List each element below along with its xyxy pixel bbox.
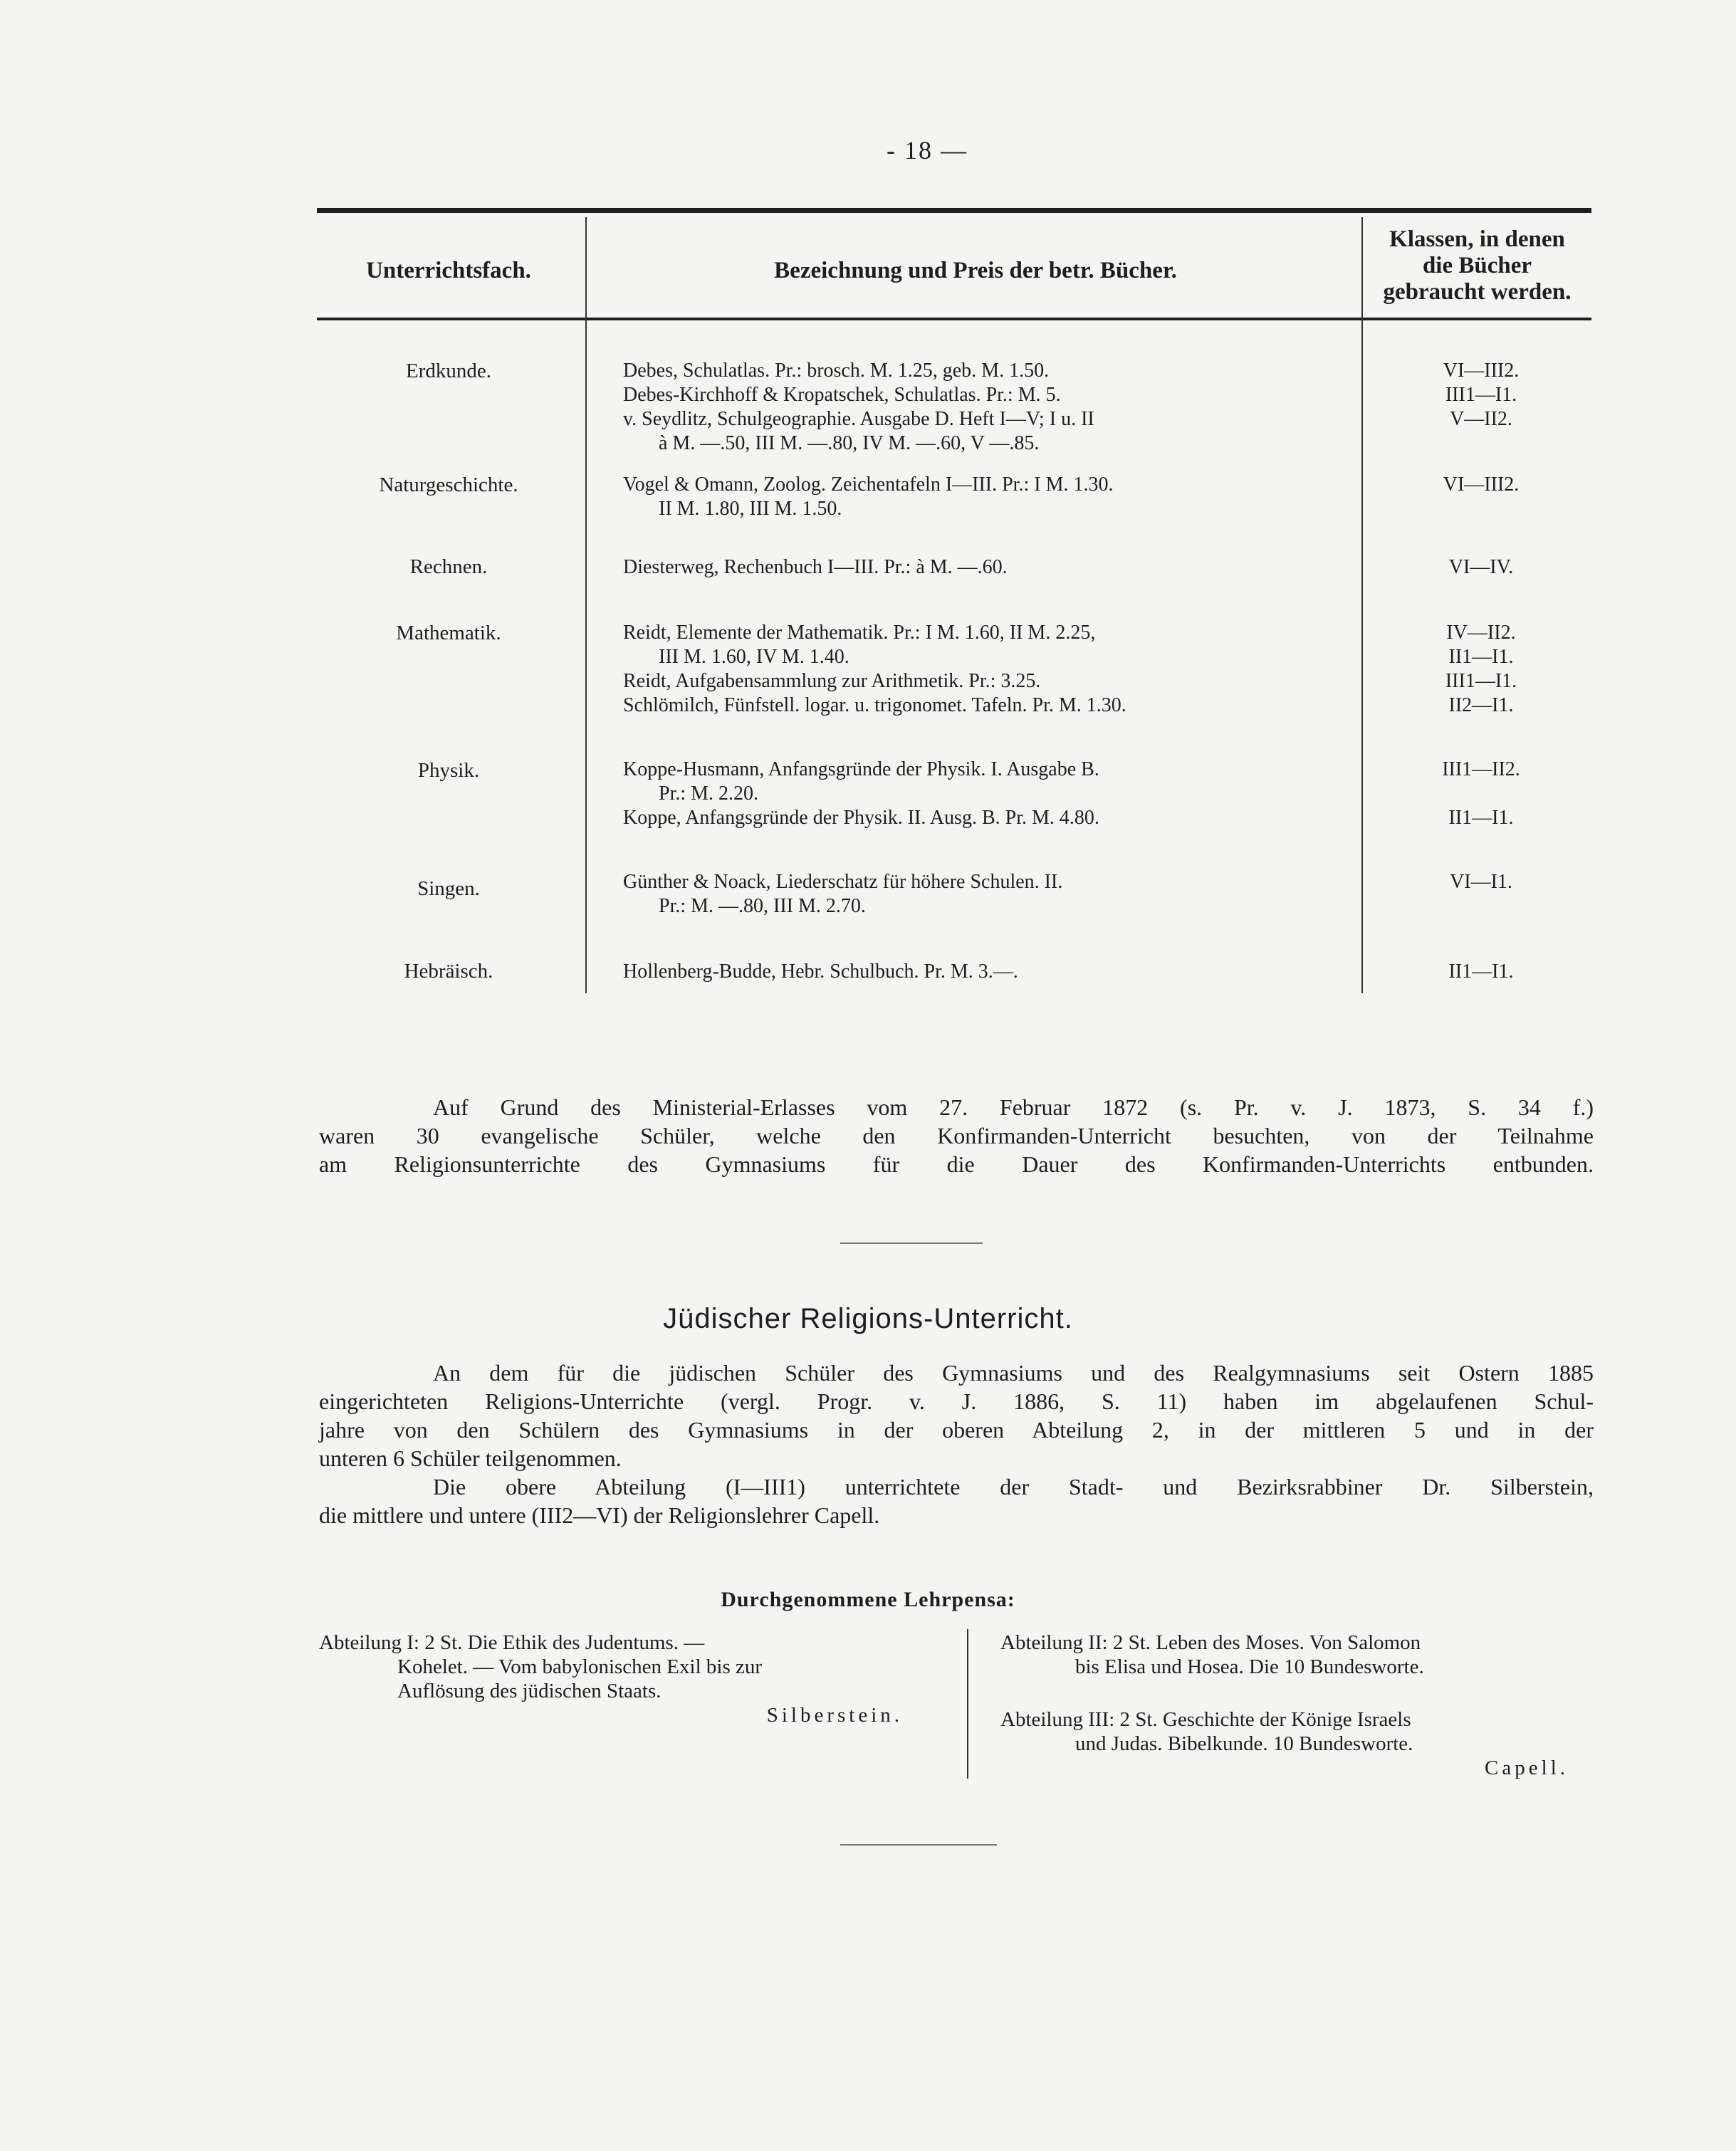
- row-subject: Hebräisch.: [404, 960, 493, 983]
- row-subject: Rechnen.: [409, 555, 488, 578]
- row-books: Vogel & Omann, Zoolog. Zeichentafeln I—III. Pr.: I M. 1.30. II M. 1.80, III M. 1.50.: [623, 473, 1114, 520]
- row-classes: VI—III2. III1—I1. V—II2.: [1443, 360, 1520, 430]
- row-books: Günther & Noack, Liederschatz für höhere Schulen. II. Pr.: M. —.80, III M. 2.70.: [623, 871, 1063, 917]
- lehrpensa-title: Durchgenommene Lehrpensa:: [721, 1588, 1015, 1611]
- row-books: Reidt, Elemente der Mathematik. Pr.: I M. 1.60, II M. 2.25, III M. 1.60, IV M. 1.40. Reidt, Aufgabensammlung zur Arithmetik. Pr.: 3.25. Schlömilch, Fünfstell. logar. u. trigonomet. Tafeln. Pr. M. 1.30.: [623, 622, 1126, 716]
- row-books: Diesterweg, Rechenbuch I—III. Pr.: à M. —.60.: [623, 556, 1008, 578]
- separator-line: [840, 1242, 983, 1244]
- row-subject: Naturgeschichte.: [379, 473, 518, 496]
- bottom-separator: [840, 1844, 997, 1846]
- jewish-paragraph-1: An dem für die jüdischen Schüler des Gymnasiums und des Realgymnasiums seit Ostern 1885 eingerichteten Religions-Unterrichte (vergl. Progr. v. J. 1886, S. 11) haben im abgelaufenen Schul- jahre von den Schülern des Gymnasiums in der oberen Abteilung 2, in der mittleren 5 und in der unteren 6 Schüler teilgenommen.: [319, 1360, 1594, 1471]
- row-classes: III1—II2. II1—I1.: [1442, 758, 1520, 829]
- row-books: Debes, Schulatlas. Pr.: brosch. M. 1.25, geb. M. 1.50. Debes-Kirchhoff & Kropatschek, Schulatlas. Pr.: M. 5. v. Seydlitz, Schulgeographie. Ausgabe D. Heft I—V; I u. II à M. —.50, III M. —.80, IV M. —.60, V —.85.: [623, 360, 1094, 454]
- header-classes: Klassen, in denen die Bücher gebraucht werden.: [1383, 226, 1572, 305]
- row-subject: Erdkunde.: [406, 360, 491, 382]
- column-divider-2: [1361, 217, 1363, 993]
- row-classes: VI—IV.: [1448, 556, 1514, 578]
- jewish-paragraph-2: Die obere Abteilung (I—III1) unterrichtete der Stadt- und Bezirksrabbiner Dr. Silberstein, die mittlere und untere (III2—VI) der Religionslehrer Capell.: [319, 1474, 1594, 1528]
- lehrpensa-left-column: Abteilung I: 2 St. Die Ethik des Judentums. — Kohelet. — Vom babylonischen Exil bis zur Auflösung des jüdischen Staats. Silberstein.: [319, 1631, 903, 1727]
- row-classes: VI—I1.: [1450, 871, 1512, 893]
- table-header-rule: [317, 318, 1591, 320]
- table-top-rule: [317, 208, 1591, 213]
- lehrpensa-divider: [967, 1629, 968, 1779]
- row-subject: Mathematik.: [396, 622, 501, 644]
- row-classes: VI—III2.: [1443, 473, 1520, 496]
- confirmation-paragraph: Auf Grund des Ministerial-Erlasses vom 27. Februar 1872 (s. Pr. v. J. 1873, S. 34 f.) waren 30 evangelische Schüler, welche den Konfirmanden-Unterricht besuchten, von der Teilnahme am Religionsunterrichte des Gymnasiums für die Dauer des Konfirmanden-Unterrichts entbunden.: [319, 1094, 1594, 1177]
- section-title: Jüdischer Religions-Unterricht.: [663, 1303, 1073, 1334]
- header-subject: Unterrichtsfach.: [366, 258, 531, 283]
- row-subject: Physik.: [417, 759, 480, 782]
- page-number: - 18 —: [887, 136, 968, 164]
- row-classes: II1—I1.: [1448, 961, 1514, 983]
- lehrpensa-right-column: Abteilung II: 2 St. Leben des Moses. Von Salomon bis Elisa und Hosea. Die 10 Bundesworte. Abteilung III: 2 St. Geschichte der Könige Israels und Judas. Bibelkunde. 10 Bundesworte. Capell.: [1000, 1631, 1569, 1779]
- row-subject: Singen.: [417, 877, 480, 900]
- column-divider-1: [585, 217, 587, 993]
- row-books: Koppe-Husmann, Anfangsgründe der Physik. I. Ausgabe B. Pr.: M. 2.20. Koppe, Anfangsgründe der Physik. II. Ausg. B. Pr. M. 4.80.: [623, 758, 1099, 829]
- row-books: Hollenberg-Budde, Hebr. Schulbuch. Pr. M. 3.—.: [623, 961, 1018, 983]
- header-books: Bezeichnung und Preis der betr. Bücher.: [774, 258, 1177, 283]
- row-classes: IV—II2. II1—I1. III1—I1. II2—I1.: [1445, 622, 1517, 716]
